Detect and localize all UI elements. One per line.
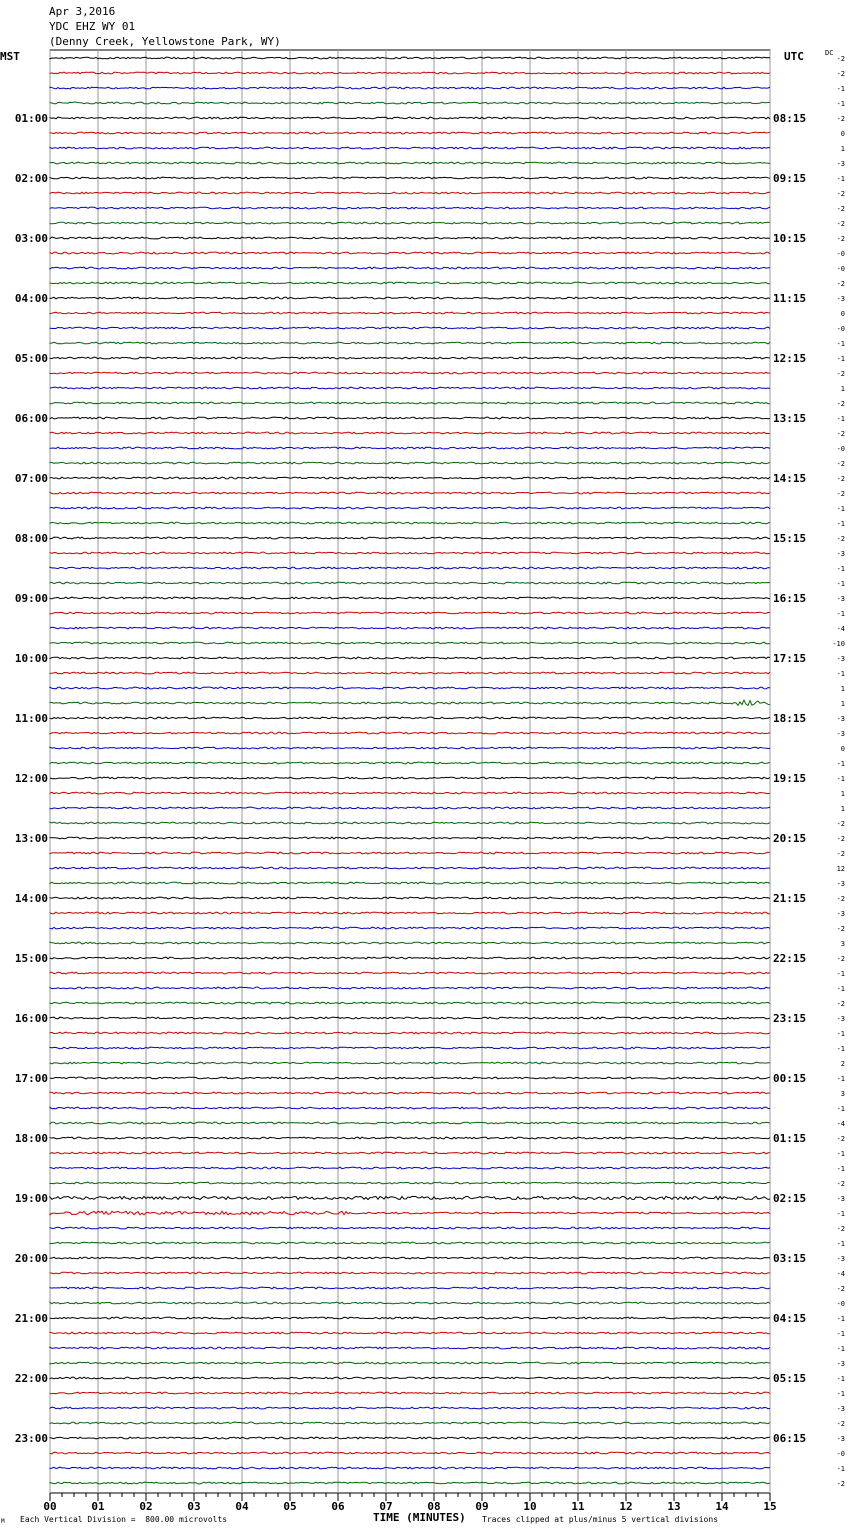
trace-line — [50, 207, 770, 209]
dc-offset-value: -4 — [836, 1270, 845, 1278]
dc-offset-value: -1 — [836, 1345, 845, 1353]
dc-offset-value: -1 — [836, 1150, 845, 1158]
mst-hour-label: 20:00 — [14, 1252, 48, 1265]
trace-line — [50, 192, 770, 194]
x-tick-label: 01 — [91, 1500, 105, 1513]
utc-hour-label: 16:15 — [773, 592, 807, 605]
mst-hour-label: 16:00 — [14, 1012, 48, 1025]
dc-offset-value: 1 — [840, 805, 845, 813]
trace-line — [50, 1392, 770, 1394]
corner-mark: M — [1, 1518, 5, 1525]
trace-line — [50, 87, 770, 89]
dc-offset-value: -2 — [836, 475, 845, 483]
dc-offset-value: -2 — [836, 55, 845, 63]
dc-offset-value: -1 — [836, 775, 845, 783]
dc-offset-value: -2 — [836, 535, 845, 543]
trace-line — [50, 1302, 770, 1304]
utc-hour-label: 21:15 — [773, 892, 807, 905]
trace-line — [50, 1272, 770, 1274]
dc-offset-value: -3 — [836, 1435, 845, 1443]
dc-offset-value: -3 — [836, 1195, 845, 1203]
dc-offset-value: -0 — [836, 1450, 845, 1458]
mst-hour-label: 07:00 — [14, 472, 48, 485]
trace-line — [50, 1227, 770, 1229]
utc-hour-label: 17:15 — [773, 652, 807, 665]
dc-offset-value: -3 — [836, 715, 845, 723]
utc-hour-label: 04:15 — [773, 1312, 807, 1325]
dc-offset-value: -3 — [836, 295, 845, 303]
dc-offset-value: -1 — [836, 1045, 845, 1053]
mst-hour-label: 05:00 — [14, 352, 48, 365]
dc-offset-value: -1 — [836, 1330, 845, 1338]
trace-line — [50, 1122, 770, 1124]
mst-hour-label: 03:00 — [14, 232, 48, 245]
utc-hour-label: 23:15 — [773, 1012, 807, 1025]
dc-label: DC — [825, 49, 834, 57]
trace-line — [50, 957, 770, 959]
mst-hour-label: 17:00 — [14, 1072, 48, 1085]
dc-offset-value: -1 — [836, 670, 845, 678]
x-tick-label: 14 — [715, 1500, 729, 1513]
x-tick-label: 04 — [235, 1500, 249, 1513]
station-location: (Denny Creek, Yellowstone Park, WY) — [49, 35, 281, 48]
mst-axis-label: MST — [0, 50, 20, 63]
x-tick-label: 12 — [619, 1500, 633, 1513]
trace-line — [50, 1332, 770, 1334]
utc-hour-label: 01:15 — [773, 1132, 807, 1145]
trace-line — [50, 852, 770, 854]
trace-line — [50, 1092, 770, 1094]
dc-offset-value: -1 — [836, 1210, 845, 1218]
dc-offset-value: -1 — [836, 565, 845, 573]
mst-hour-label: 19:00 — [14, 1192, 48, 1205]
dc-offset-value: -0 — [836, 325, 845, 333]
trace-line — [50, 942, 770, 944]
dc-offset-value: 0 — [840, 310, 845, 318]
trace-line — [50, 987, 770, 989]
trace-line — [50, 762, 770, 764]
trace-line — [50, 162, 770, 164]
x-tick-label: 00 — [43, 1500, 57, 1513]
dc-offset-value: -3 — [836, 1015, 845, 1023]
trace-line — [50, 237, 770, 239]
dc-offset-value: -1 — [836, 1030, 845, 1038]
trace-line — [50, 700, 770, 705]
dc-offset-value: 3 — [840, 1090, 845, 1098]
x-tick-label: 09 — [475, 1500, 489, 1513]
utc-hour-label: 12:15 — [773, 352, 807, 365]
mst-hour-label: 06:00 — [14, 412, 48, 425]
trace-line — [50, 657, 770, 659]
x-tick-label: 02 — [139, 1500, 153, 1513]
dc-offset-value: 0 — [840, 745, 845, 753]
trace-line — [50, 627, 770, 629]
trace-line — [50, 522, 770, 524]
dc-offset-value: -2 — [836, 820, 845, 828]
dc-offset-value: -2 — [836, 490, 845, 498]
utc-hour-label: 02:15 — [773, 1192, 807, 1205]
dc-offset-value: -3 — [836, 730, 845, 738]
trace-line — [50, 567, 770, 569]
x-axis-title: TIME (MINUTES) — [373, 1511, 466, 1524]
trace-line — [50, 282, 770, 284]
dc-offset-value: -2 — [836, 895, 845, 903]
trace-line — [50, 1317, 770, 1319]
utc-hour-label: 11:15 — [773, 292, 807, 305]
dc-offset-value: 0 — [840, 130, 845, 138]
dc-offset-value: -2 — [836, 1420, 845, 1428]
trace-line — [50, 1002, 770, 1004]
dc-offset-value: -4 — [836, 625, 845, 633]
trace-line — [50, 1017, 770, 1019]
trace-line — [50, 72, 770, 74]
trace-line — [50, 882, 770, 884]
trace-line — [50, 1437, 770, 1439]
dc-offset-value: 3 — [840, 940, 845, 948]
dc-offset-value: -1 — [836, 175, 845, 183]
trace-line — [50, 1377, 770, 1379]
trace-line — [50, 222, 770, 224]
dc-offset-value: -1 — [836, 1375, 845, 1383]
dc-offset-value: -2 — [836, 955, 845, 963]
trace-line — [50, 1242, 770, 1244]
x-tick-label: 06 — [331, 1500, 345, 1513]
dc-offset-value: -0 — [836, 265, 845, 273]
dc-offset-value: -3 — [836, 160, 845, 168]
dc-offset-value: -2 — [836, 205, 845, 213]
trace-line — [50, 492, 770, 494]
dc-offset-value: -1 — [836, 1075, 845, 1083]
dc-offset-value: -1 — [836, 100, 845, 108]
dc-offset-value: -3 — [836, 550, 845, 558]
dc-offset-value: 1 — [840, 145, 845, 153]
trace-line — [50, 507, 770, 509]
utc-hour-label: 19:15 — [773, 772, 807, 785]
x-tick-label: 07 — [379, 1500, 393, 1513]
dc-offset-value: -2 — [836, 1285, 845, 1293]
trace-line — [50, 552, 770, 554]
trace-line — [50, 582, 770, 584]
trace-line — [50, 642, 770, 644]
trace-line — [50, 177, 770, 179]
x-tick-label: 13 — [667, 1500, 681, 1513]
clip-note: Traces clipped at plus/minus 5 vertical divisions — [482, 1515, 719, 1524]
trace-line — [50, 1482, 770, 1484]
dc-offset-value: -2 — [836, 370, 845, 378]
dc-offset-value: -1 — [836, 1165, 845, 1173]
trace-line — [50, 837, 770, 839]
trace-line — [50, 867, 770, 869]
trace-line — [50, 897, 770, 899]
x-tick-label: 10 — [523, 1500, 537, 1513]
trace-line — [50, 342, 770, 344]
mst-hour-label: 09:00 — [14, 592, 48, 605]
trace-line — [50, 327, 770, 329]
trace-line — [50, 1467, 770, 1469]
x-tick-label: 05 — [283, 1500, 297, 1513]
trace-line — [50, 447, 770, 449]
dc-offset-value: -2 — [836, 430, 845, 438]
trace-line — [50, 747, 770, 749]
dc-offset-value: -1 — [836, 970, 845, 978]
dc-offset-value: -2 — [836, 190, 845, 198]
trace-line — [50, 147, 770, 149]
dc-offset-value: -1 — [836, 340, 845, 348]
trace-line — [50, 357, 770, 359]
trace-line — [50, 537, 770, 539]
dc-offset-value: 12 — [836, 865, 845, 873]
mst-hour-label: 10:00 — [14, 652, 48, 665]
trace-line — [50, 1452, 770, 1454]
trace-line — [50, 807, 770, 809]
utc-axis-label: UTC — [784, 50, 804, 63]
mst-hour-label: 23:00 — [14, 1432, 48, 1445]
trace-line — [50, 252, 770, 254]
dc-offset-value: -1 — [836, 415, 845, 423]
x-tick-label: 15 — [763, 1500, 777, 1513]
trace-line — [50, 417, 770, 419]
dc-offset-value: -1 — [836, 1390, 845, 1398]
trace-line — [50, 1196, 770, 1199]
trace-line — [50, 612, 770, 614]
dc-offset-value: -1 — [836, 985, 845, 993]
dc-offset-value: -2 — [836, 1135, 845, 1143]
trace-line — [50, 597, 770, 599]
trace-line — [50, 912, 770, 914]
utc-hour-label: 13:15 — [773, 412, 807, 425]
mst-hour-label: 13:00 — [14, 832, 48, 845]
trace-line — [50, 117, 770, 119]
dc-offset-value: -2 — [836, 925, 845, 933]
utc-hour-label: 20:15 — [773, 832, 807, 845]
utc-hour-label: 05:15 — [773, 1372, 807, 1385]
trace-line — [50, 267, 770, 269]
dc-offset-value: -1 — [836, 520, 845, 528]
trace-line — [50, 462, 770, 464]
dc-offset-value: -3 — [836, 1360, 845, 1368]
dc-offset-value: -2 — [836, 460, 845, 468]
trace-line — [50, 432, 770, 434]
dc-offset-value: -1 — [836, 1465, 845, 1473]
dc-offset-value: -0 — [836, 250, 845, 258]
trace-line — [50, 792, 770, 794]
dc-offset-value: -1 — [836, 1315, 845, 1323]
dc-offset-value: -1 — [836, 1240, 845, 1248]
dc-offset-value: -3 — [836, 880, 845, 888]
x-tick-label: 08 — [427, 1500, 441, 1513]
dc-offset-value: 1 — [840, 685, 845, 693]
dc-offset-value: -2 — [836, 115, 845, 123]
dc-offset-value: -3 — [836, 1255, 845, 1263]
mst-hour-label: 18:00 — [14, 1132, 48, 1145]
station-code: YDC EHZ WY 01 — [49, 20, 136, 33]
mst-hour-label: 21:00 — [14, 1312, 48, 1325]
utc-hour-label: 00:15 — [773, 1072, 807, 1085]
trace-line — [50, 1047, 770, 1049]
plot-date: Apr 3,2016 — [49, 5, 116, 18]
trace-line — [50, 1077, 770, 1079]
dc-offset-value: -1 — [836, 610, 845, 618]
dc-offset-value: 2 — [840, 1060, 845, 1068]
dc-offset-value: -2 — [836, 400, 845, 408]
utc-hour-label: 10:15 — [773, 232, 807, 245]
dc-offset-value: 1 — [840, 790, 845, 798]
trace-line — [50, 132, 770, 134]
dc-offset-value: 1 — [840, 385, 845, 393]
trace-line — [50, 102, 770, 104]
dc-offset-value: -3 — [836, 655, 845, 663]
dc-offset-value: -3 — [836, 1405, 845, 1413]
trace-line — [50, 372, 770, 374]
utc-hour-label: 18:15 — [773, 712, 807, 725]
mst-hour-label: 02:00 — [14, 172, 48, 185]
trace-line — [50, 1362, 770, 1364]
trace-line — [50, 1167, 770, 1169]
dc-offset-value: -2 — [836, 220, 845, 228]
trace-line — [50, 777, 770, 779]
dc-offset-value: 1 — [840, 700, 845, 708]
trace-line — [50, 1182, 770, 1184]
dc-offset-value: -2 — [836, 280, 845, 288]
trace-line — [50, 687, 770, 689]
trace-line — [50, 312, 770, 314]
trace-line — [50, 1152, 770, 1154]
utc-hour-label: 22:15 — [773, 952, 807, 965]
trace-line — [50, 1287, 770, 1289]
dc-offset-value: -1 — [836, 1105, 845, 1113]
mst-hour-label: 22:00 — [14, 1372, 48, 1385]
trace-line — [50, 1407, 770, 1409]
trace-line — [50, 57, 770, 59]
utc-hour-label: 09:15 — [773, 172, 807, 185]
dc-offset-value: -0 — [836, 1300, 845, 1308]
dc-offset-value: -1 — [836, 505, 845, 513]
trace-line — [50, 717, 770, 719]
mst-hour-label: 08:00 — [14, 532, 48, 545]
trace-line — [50, 477, 770, 479]
trace-line — [50, 972, 770, 974]
trace-line — [50, 1062, 770, 1064]
mst-hour-label: 04:00 — [14, 292, 48, 305]
mst-hour-label: 11:00 — [14, 712, 48, 725]
mst-hour-label: 01:00 — [14, 112, 48, 125]
dc-offset-value: -0 — [836, 445, 845, 453]
trace-line — [50, 387, 770, 389]
dc-offset-value: -1 — [836, 580, 845, 588]
trace-line — [50, 927, 770, 929]
mst-hour-label: 12:00 — [14, 772, 48, 785]
dc-offset-value: -2 — [836, 70, 845, 78]
mst-hour-label: 14:00 — [14, 892, 48, 905]
dc-offset-value: -1 — [836, 760, 845, 768]
trace-line — [50, 1422, 770, 1424]
plot-frame — [50, 50, 770, 1493]
dc-offset-value: -3 — [836, 910, 845, 918]
dc-offset-value: -1 — [836, 355, 845, 363]
dc-offset-value: -4 — [836, 1120, 845, 1128]
utc-hour-label: 08:15 — [773, 112, 807, 125]
dc-offset-value: -1 — [836, 85, 845, 93]
utc-hour-label: 03:15 — [773, 1252, 807, 1265]
dc-offset-value: -10 — [832, 640, 845, 648]
trace-line — [50, 672, 770, 674]
dc-offset-value: -2 — [836, 1480, 845, 1488]
trace-line — [50, 732, 770, 734]
dc-offset-value: -2 — [836, 1000, 845, 1008]
utc-hour-label: 15:15 — [773, 532, 807, 545]
trace-line — [50, 1257, 770, 1259]
utc-hour-label: 06:15 — [773, 1432, 807, 1445]
trace-line — [50, 1107, 770, 1109]
x-tick-label: 11 — [571, 1500, 585, 1513]
mst-hour-label: 15:00 — [14, 952, 48, 965]
trace-line — [50, 822, 770, 824]
x-tick-label: 03 — [187, 1500, 201, 1513]
dc-offset-value: -2 — [836, 1180, 845, 1188]
trace-line — [50, 1137, 770, 1139]
trace-line — [50, 297, 770, 299]
trace-line — [50, 1032, 770, 1034]
dc-offset-value: -2 — [836, 835, 845, 843]
dc-offset-value: -2 — [836, 235, 845, 243]
dc-offset-value: -2 — [836, 1225, 845, 1233]
dc-offset-value: -2 — [836, 850, 845, 858]
trace-line — [50, 1347, 770, 1349]
trace-line — [50, 402, 770, 404]
dc-offset-value: -3 — [836, 595, 845, 603]
utc-hour-label: 14:15 — [773, 472, 807, 485]
scale-note: Each Vertical Division = 800.00 microvolts — [20, 1515, 228, 1524]
trace-line — [50, 1211, 770, 1215]
